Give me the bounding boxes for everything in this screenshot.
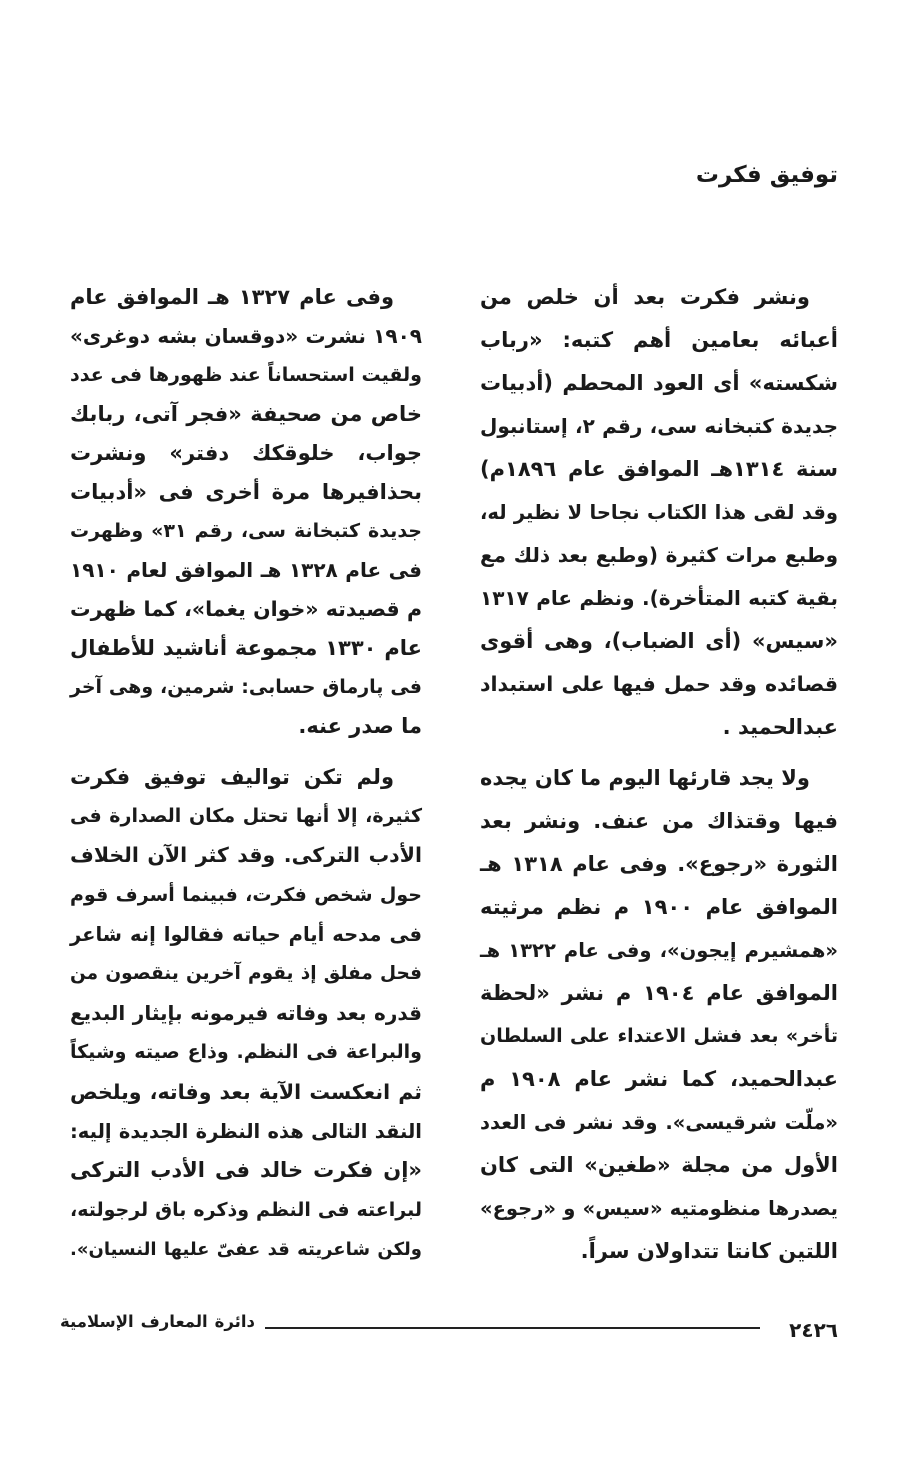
text-line: وفى عام ١٣٢٧ هـ الموافق عام bbox=[70, 284, 395, 309]
text-line: وطبع مرات كثيرة (وطبع بعد ذلك مع bbox=[480, 542, 838, 567]
text-line: قصائده وقد حمل فيها على استبداد bbox=[480, 671, 838, 696]
text-line: الموافق عام ١٩٠٤ م نشر «لحظة bbox=[480, 980, 839, 1005]
text-line: ولم تكن تواليف توفيق فكرت bbox=[70, 764, 394, 789]
text-line: والبراعة فى النظم. وذاع صيته وشيكاً bbox=[70, 1041, 422, 1064]
text-line: قدره بعد وفاته فيرمونه بإيثار البديع bbox=[70, 1000, 422, 1025]
right-column-paragraph-2 bbox=[480, 757, 838, 1273]
text-line: «سيس» (أى الضباب)، وهى أقوى bbox=[480, 628, 838, 653]
text-line: جديدة كتبخانة سى، رقم ٣١» وظهرت bbox=[70, 519, 422, 542]
text-line: الثورة «رجوع». وفى عام ١٣١٨ هـ bbox=[480, 851, 838, 876]
publication-title: دائرة المعارف الإسلامية bbox=[60, 1312, 255, 1331]
text-line: فى مدحه أيام حياته فقالوا إنه شاعر bbox=[70, 923, 422, 947]
left-column-paragraph-1 bbox=[70, 278, 422, 746]
text-line: ما صدر عنه. bbox=[298, 713, 422, 738]
text-line: الأول من مجلة «طغين» التى كان bbox=[480, 1152, 838, 1177]
text-line: عام ١٣٣٠ مجموعة أناشيد للأطفال bbox=[70, 635, 422, 660]
text-line: «إن فكرت خالد فى الأدب التركى bbox=[70, 1158, 422, 1183]
text-line: ولكن شاعريته قد عفىّ عليها النسيان». bbox=[70, 1239, 422, 1261]
text-line: اللتين كانتا تتداولان سراً. bbox=[580, 1238, 838, 1263]
text-line: فحل مفلق إذ يقوم آخرين ينقصون من bbox=[70, 963, 422, 985]
text-line: حول شخص فكرت، فبينما أسرف قوم bbox=[70, 883, 422, 906]
text-line: وقد لقى هذا الكتاب نجاحا لا نظير له، bbox=[480, 500, 838, 524]
text-line: ١٩٠٩ نشرت «دوقسان بشه دوغرى» bbox=[70, 323, 422, 348]
text-line: عبدالحميد . bbox=[722, 714, 838, 739]
text-line: أعبائه بعامين أهم كتبه: «رباب bbox=[480, 327, 838, 352]
text-line: عبدالحميد، كما نشر عام ١٩٠٨ م bbox=[480, 1066, 839, 1091]
text-line: جواب، خلوقكك دفتر» ونشرت bbox=[70, 440, 422, 465]
text-line: بقية كتبه المتأخرة). ونظم عام ١٣١٧ bbox=[480, 585, 838, 610]
text-line: فى عام ١٣٢٨ هـ الموافق لعام ١٩١٠ bbox=[70, 557, 422, 582]
left-column-paragraph-2 bbox=[70, 758, 422, 1270]
footer-rule bbox=[265, 1327, 760, 1329]
text-line: «همشيرم إيجون»، وفى عام ١٣٢٢ هـ bbox=[480, 938, 838, 962]
text-line: ولا يجد قارئها اليوم ما كان يجده bbox=[480, 765, 810, 790]
text-line: ولقيت استحساناً عند ظهورها فى عدد bbox=[70, 363, 422, 386]
text-line: «ملّت شرقيسى». وقد نشر فى العدد bbox=[480, 1110, 838, 1134]
text-line: شكسته» أى العود المحطم (أدبيات bbox=[480, 370, 838, 395]
text-line: النقد التالى هذه النظرة الجديدة إليه: bbox=[70, 1120, 422, 1144]
right-column-paragraph-1 bbox=[480, 276, 838, 749]
text-line: ثم انعكست الآية بعد وفاته، ويلخص bbox=[70, 1079, 422, 1104]
text-line: م قصيدته «خوان يغما»، كما ظهرت bbox=[70, 596, 422, 621]
text-line: فى پارماق حسابى: شرمين، وهى آخر bbox=[70, 675, 422, 698]
text-line: خاص من صحيفة «فجر آتى، ربابك bbox=[70, 401, 422, 426]
running-title: توفيق فكرت bbox=[695, 162, 838, 188]
text-line: كثيرة، إلا أنها تحتل مكان الصدارة فى bbox=[70, 804, 422, 827]
text-line: فيها وقتذاك من عنف. ونشر بعد bbox=[480, 808, 838, 833]
text-line: يصدرها منظومتيه «سيس» و «رجوع» bbox=[480, 1196, 838, 1220]
text-line: ونشر فكرت بعد أن خلص من bbox=[480, 284, 810, 309]
text-line: الأدب التركى. وقد كثر الآن الخلاف bbox=[70, 843, 422, 868]
text-line: سنة ١٣١٤هـ الموافق عام ١٨٩٦م) bbox=[480, 456, 838, 481]
text-line: بحذافيرها مرة أخرى فى «أدبيات bbox=[70, 479, 422, 504]
page-number: ٢٤٢٦ bbox=[789, 1318, 838, 1342]
text-line: لبراعته فى النظم وذكره باق لرجولته، bbox=[70, 1198, 422, 1221]
text-line: الموافق عام ١٩٠٠ م نظم مرثيته bbox=[480, 894, 838, 919]
text-line: جديدة كتبخانه سى، رقم ٢، إستانبول bbox=[480, 413, 838, 438]
text-line: تأخر» بعد فشل الاعتداء على السلطان bbox=[480, 1024, 838, 1047]
